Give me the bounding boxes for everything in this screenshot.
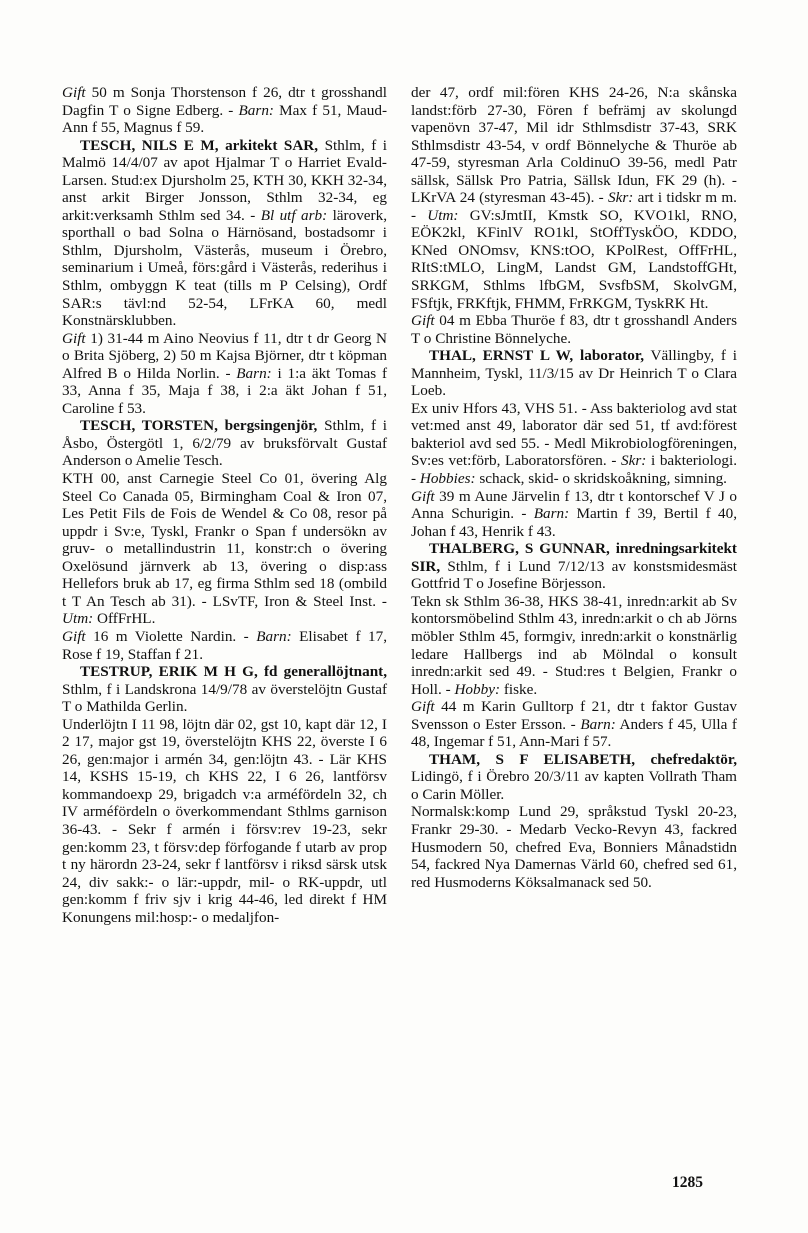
- entry-text: Normalsk:komp Lund 29, språkstud Tyskl 20-23, Frankr 29-30. - Medarb Vecko-Revyn 43, fackred Husmodern 50, chefred Eva, Bonniers Månadstidn 54, fackred Nya Damernas Värld 60, chefred sed 61, red Husmoderns Köksalmanack sed 50.: [411, 803, 737, 891]
- field-label: Gift: [411, 312, 435, 330]
- entry-text: art i tidskr m m. -: [411, 189, 737, 224]
- entry-text: fiske.: [500, 680, 538, 698]
- entry-paragraph: [62, 330, 387, 418]
- entry-text: Sthlm, f i Åsbo, Östergötl 1, 6/2/79 av bruksförvalt Gustaf Anderson o Amelie Tesch.: [62, 417, 387, 470]
- entry-paragraph: [411, 84, 737, 312]
- entry-text: Elisabet f 17, Rose f 19, Staffan f 21.: [62, 627, 388, 663]
- field-label: Gift: [411, 698, 435, 716]
- entry-name: THAL, ERNST L W, laborator,: [429, 347, 645, 365]
- field-label: Utm:: [427, 206, 459, 224]
- entry-paragraph: [411, 698, 737, 751]
- entry-paragraph: [411, 803, 737, 891]
- entry-text: Anders f 45, Ulla f 48, Ingemar f 51, Ann-Mari f 57.: [411, 715, 737, 751]
- left-column: [62, 84, 387, 926]
- entry-text: KTH 00, anst Carnegie Steel Co 01, övering Alg Steel Co Canada 05, Birmingham Coal & Iron 07, Les Petit Fils de Fois de Wendel & Co 08, resor på uppdr i Sv:e, Tyskl, Frankr o Span f undersökn av gruv- o metallindustrin 11, konstr:ch o övering Oxelösund järnverk ab 13, övering o disp:ass Hellefors bruk ab 17, eg firma Sthlm sed 18 (ombild t T An Tesch ab 31). - LSvTF, Iron & Steel Inst. -: [62, 470, 387, 610]
- entry-paragraph: [411, 488, 737, 541]
- field-label: Bl utf arb:: [260, 206, 328, 224]
- entry-text: Vällingby, f i Mannheim, Tyskl, 11/3/15 av Dr Heinrich T o Clara Loeb.: [411, 347, 738, 400]
- field-label: Gift: [62, 84, 86, 101]
- entry-text: Tekn sk Sthlm 36-38, HKS 38-41, inredn:arkit ab Sv kontorsmöbelind Sthlm 43, inredn:arkit o ch ab Jörns möbler Sthlm 45, formgiv, inredn:arkit o konstnärlig ledare Hallbergs ind ab Mölndal o konsult inredn:arkit sed 49. - Stud:res t Belgien, Frankr o Holl. -: [411, 592, 737, 698]
- entry-paragraph: [411, 593, 737, 698]
- entry-text: läroverk, sporthall o bad Solna o Härnösand, bostadsomr i Sthlm, Djursholm, Västerås, museum i Örebro, seminarium i Umeå, förs:gård i Västerås, rederihus i Sthlm, ombyggn K teat (tills m P Celsing), Ordf SAR:s tävl:nd 52-54, LFrKA 60, medl Konstnärsklubben.: [62, 206, 387, 330]
- entry-name: TESCH, TORSTEN, bergsingenjör,: [80, 417, 318, 435]
- field-label: Gift: [411, 487, 435, 505]
- field-label: Barn:: [533, 505, 570, 523]
- field-label: Gift: [62, 329, 86, 347]
- entry-paragraph: [62, 84, 387, 137]
- field-label: Barn:: [256, 627, 292, 645]
- entry-text: i 1:a äkt Tomas f 33, Anna f 35, Maja f 38, i 2:a äkt Johan f 51, Caroline f 53.: [62, 364, 387, 417]
- entry-text: 1) 31-44 m Aino Neovius f 11, dtr t dr Georg N o Brita Sjöberg, 2) 50 m Kajsa Björner, dtr t köpman Alfred B o Hilda Norlin. -: [62, 329, 387, 382]
- entry-name: THALBERG, S GUNNAR, inredningsarkitekt SIR,: [411, 540, 737, 575]
- field-label: Skr:: [621, 452, 647, 470]
- entry-paragraph: [62, 716, 387, 927]
- field-label: Barn:: [236, 364, 272, 382]
- entry-text: Lidingö, f i Örebro 20/3/11 av kapten Vollrath Tham o Carin Möller.: [411, 768, 737, 803]
- entry-heading-paragraph: [411, 347, 737, 400]
- entry-text: der 47, ordf mil:fören KHS 24-26, N:a skånska landst:förb 27-30, Fören f befrämj av skolungd vapenövn 37-47, Mil idr Sthlmsdistr 37-43, SRK Sthlmsdistr 43-54, v ordf Bönnelyche & Thuröe ab 47-59, styresman Arla ColdinuO 39-56, medl Patr sällsk, Sällsk Pro Patria, Sällsk Idun, FK 29 (h). - LKrVA 24 (styresman 43-45). -: [411, 84, 737, 207]
- entry-paragraph: [411, 400, 737, 488]
- field-label: Skr:: [608, 189, 634, 207]
- entry-paragraph: [411, 312, 737, 347]
- entry-text: schack, skid- o skridskoåkning, simning.: [475, 470, 727, 488]
- entry-heading-paragraph: [62, 137, 387, 330]
- entry-heading-paragraph: [62, 417, 387, 470]
- entry-paragraph: [62, 470, 387, 628]
- entry-text: Martin f 39, Bertil f 40, Johan f 43, Henrik f 43.: [411, 505, 738, 540]
- entry-text: i bakteriologi. -: [411, 452, 738, 488]
- entry-text: Underlöjtn I 11 98, löjtn där 02, gst 10, kapt där 12, I 2 17, major gst 19, överstelöjtn KHS 22, överste I 6 26, gen:major i armén 34, gen:löjtn 43. - Lär KHS 14, KSHS 15-19, ch KHS 22, I 6 26, lantförsv kommandoexp 29, brigadch v:a arméfördeln 32, ch IV arméfördeln o överkommendant Sthlms garnison 36-43. - Sekr f armén i försv:rev 19-23, sekr gen:komm 23, t försv:dep förfogande f utarb av prop t ny härordn 23-24, sekr f lantförsv i riksd särsk utsk 24, div sakk:- o lär:-uppdr, mil- o RK-uppdr, utl gen:komm f friv sjv i krig 44-46, led direkt f HM Konungens mil:hosp:- o medaljfon-: [62, 715, 387, 926]
- entry-text: Sthlm, f i Landskrona 14/9/78 av överstelöjtn Gustaf T o Mathilda Gerlin.: [62, 680, 387, 716]
- entry-text: OffFrHL.: [93, 610, 156, 628]
- field-label: Gift: [62, 627, 86, 645]
- entry-text: Sthlm, f i Lund 7/12/13 av konstsmidesmäst Gottfrid T o Josefine Börjesson.: [411, 557, 737, 593]
- entry-text: 16 m Violette Nardin. -: [85, 627, 257, 645]
- entry-text: 50 m Sonja Thorstenson f 26, dtr t grosshandl Dagfin T o Signe Edberg. -: [62, 84, 387, 119]
- entry-name: THAM, S F ELISABETH, chefredaktör,: [429, 750, 737, 768]
- entry-text: Sthlm, f i Malmö 14/4/07 av apot Hjalmar T o Harriet Evald-Larsen. Stud:ex Djursholm 25, KTH 30, KKH 32-34, anst arkit Birger Jonsson, Sthlm 32-34, eg arkit:verksamh Sthlm sed 34. -: [62, 136, 387, 224]
- field-label: Hobby:: [454, 680, 501, 698]
- field-label: Hobbies:: [419, 470, 476, 488]
- entry-heading-paragraph: [411, 751, 737, 804]
- field-label: Barn:: [238, 101, 274, 119]
- entry-paragraph: [62, 628, 387, 663]
- entry-text: Ex univ Hfors 43, VHS 51. - Ass bakteriolog avd stat vet:med anst 49, laborator där sed 51, tf avd:förest bakteriol avd sed 55. - Medl Mikrobiologföreningen, Sv:es vet:förb, Laboratorsfören. -: [411, 399, 737, 470]
- entry-text: 44 m Karin Gulltorp f 21, dtr t faktor Gustav Svensson o Ester Ersson. -: [411, 698, 737, 733]
- page-number: 1285: [672, 1174, 703, 1191]
- field-label: Utm:: [62, 610, 94, 628]
- entry-text: GV:sJmtII, Kmstk SO, KVO1kl, RNO, EÖK2kl, KFinlV RO1kl, StOffTyskÖO, KDDO, KNed ONOmsv, KNS:tOO, KPolRest, OffFrHL, RItS:tMLO, LingM, Landst GM, LandstoffGHt, SRKGM, Sthlms lfbGM, SvsfbSM, SkolvGM, FSftjk, FRKftjk, FHMM, FrRKGM, TyskRK Ht.: [411, 206, 737, 312]
- right-column: [411, 84, 737, 891]
- entry-heading-paragraph: [62, 663, 387, 716]
- field-label: Barn:: [580, 715, 616, 733]
- entry-text: 04 m Ebba Thuröe f 83, dtr t grosshandl Anders T o Christine Bönnelyche.: [411, 312, 737, 347]
- entry-name: TESTRUP, ERIK M H G, fd generallöjtnant,: [80, 663, 387, 681]
- entry-text: 39 m Aune Järvelin f 13, dtr t kontorschef V J o Anna Schurigin. -: [411, 487, 737, 523]
- entry-text: Max f 51, Maud-Ann f 55, Magnus f 59.: [62, 101, 388, 137]
- entry-name: TESCH, NILS E M, arkitekt SAR,: [80, 136, 319, 154]
- entry-heading-paragraph: [411, 540, 737, 593]
